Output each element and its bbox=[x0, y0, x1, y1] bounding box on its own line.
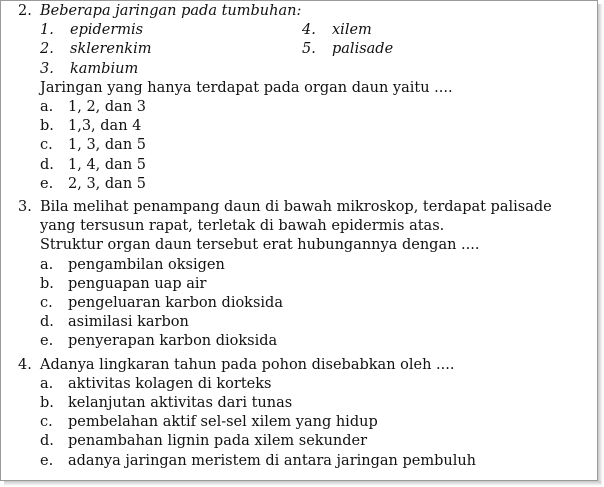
question-2 bbox=[18, 2, 593, 194]
question-4 bbox=[18, 356, 593, 471]
question-prompt: Adanya lingkaran tahun pada pohon disebabkan oleh .... bbox=[40, 356, 455, 373]
list-item: 3. kambium bbox=[40, 60, 139, 77]
answer-option-d[interactable]: d. 1, 4, dan 5 bbox=[40, 156, 146, 173]
answer-option-e[interactable]: e. 2, 3, dan 5 bbox=[40, 175, 146, 192]
answer-option-b[interactable]: b. kelanjutan aktivitas dari tunas bbox=[40, 395, 293, 412]
tissue-list-left bbox=[40, 21, 302, 79]
answer-option-e[interactable]: e. adanya jaringan meristem di antara jaringan pembuluh bbox=[40, 452, 477, 469]
tissue-list-right bbox=[302, 21, 564, 79]
tissue-list bbox=[40, 21, 593, 79]
list-item: 1. epidermis bbox=[40, 22, 144, 39]
answer-option-e[interactable]: e. penyerapan karbon dioksida bbox=[40, 333, 278, 350]
question-prompt: Struktur organ daun tersebut erat hubungannya dengan .... bbox=[40, 237, 480, 254]
answer-option-d[interactable]: d. asimilasi karbon bbox=[40, 314, 189, 331]
question-text-line: Bila melihat penampang daun di bawah mikroskop, terdapat palisade bbox=[40, 199, 552, 216]
frame-shadow-bottom bbox=[4, 481, 601, 486]
question-number: 3. bbox=[18, 199, 32, 216]
answer-option-d[interactable]: d. penambahan lignin pada xilem sekunder bbox=[40, 433, 368, 450]
list-item: 2. sklerenkim bbox=[40, 41, 152, 58]
question-3 bbox=[18, 198, 593, 352]
question-number: 4. bbox=[18, 356, 32, 373]
answer-option-a[interactable]: a. aktivitas kolagen di korteks bbox=[40, 375, 272, 392]
answer-option-c[interactable]: c. 1, 3, dan 5 bbox=[40, 137, 146, 154]
answer-option-c[interactable]: c. pembelahan aktif sel-sel xilem yang hidup bbox=[40, 414, 378, 431]
question-list bbox=[18, 2, 593, 475]
answer-option-b[interactable]: b. 1,3, dan 4 bbox=[40, 118, 142, 135]
answer-option-b[interactable]: b. penguapan uap air bbox=[40, 275, 207, 292]
frame-shadow-right bbox=[598, 4, 603, 484]
answer-option-a[interactable]: a. 1, 2, dan 3 bbox=[40, 99, 146, 116]
list-item: 4. xilem bbox=[302, 22, 372, 39]
question-number: 2. bbox=[18, 3, 32, 19]
question-stem: Beberapa jaringan pada tumbuhan: bbox=[40, 3, 302, 19]
question-text-line: yang tersusun rapat, terletak di bawah epidermis atas. bbox=[40, 218, 445, 235]
answer-option-c[interactable]: c. pengeluaran karbon dioksida bbox=[40, 295, 283, 312]
answer-option-a[interactable]: a. pengambilan oksigen bbox=[40, 256, 225, 273]
list-item: 5. palisade bbox=[302, 41, 394, 58]
question-prompt: Jaringan yang hanya terdapat pada organ daun yaitu .... bbox=[40, 79, 453, 96]
question-2-stem-line bbox=[18, 2, 593, 21]
